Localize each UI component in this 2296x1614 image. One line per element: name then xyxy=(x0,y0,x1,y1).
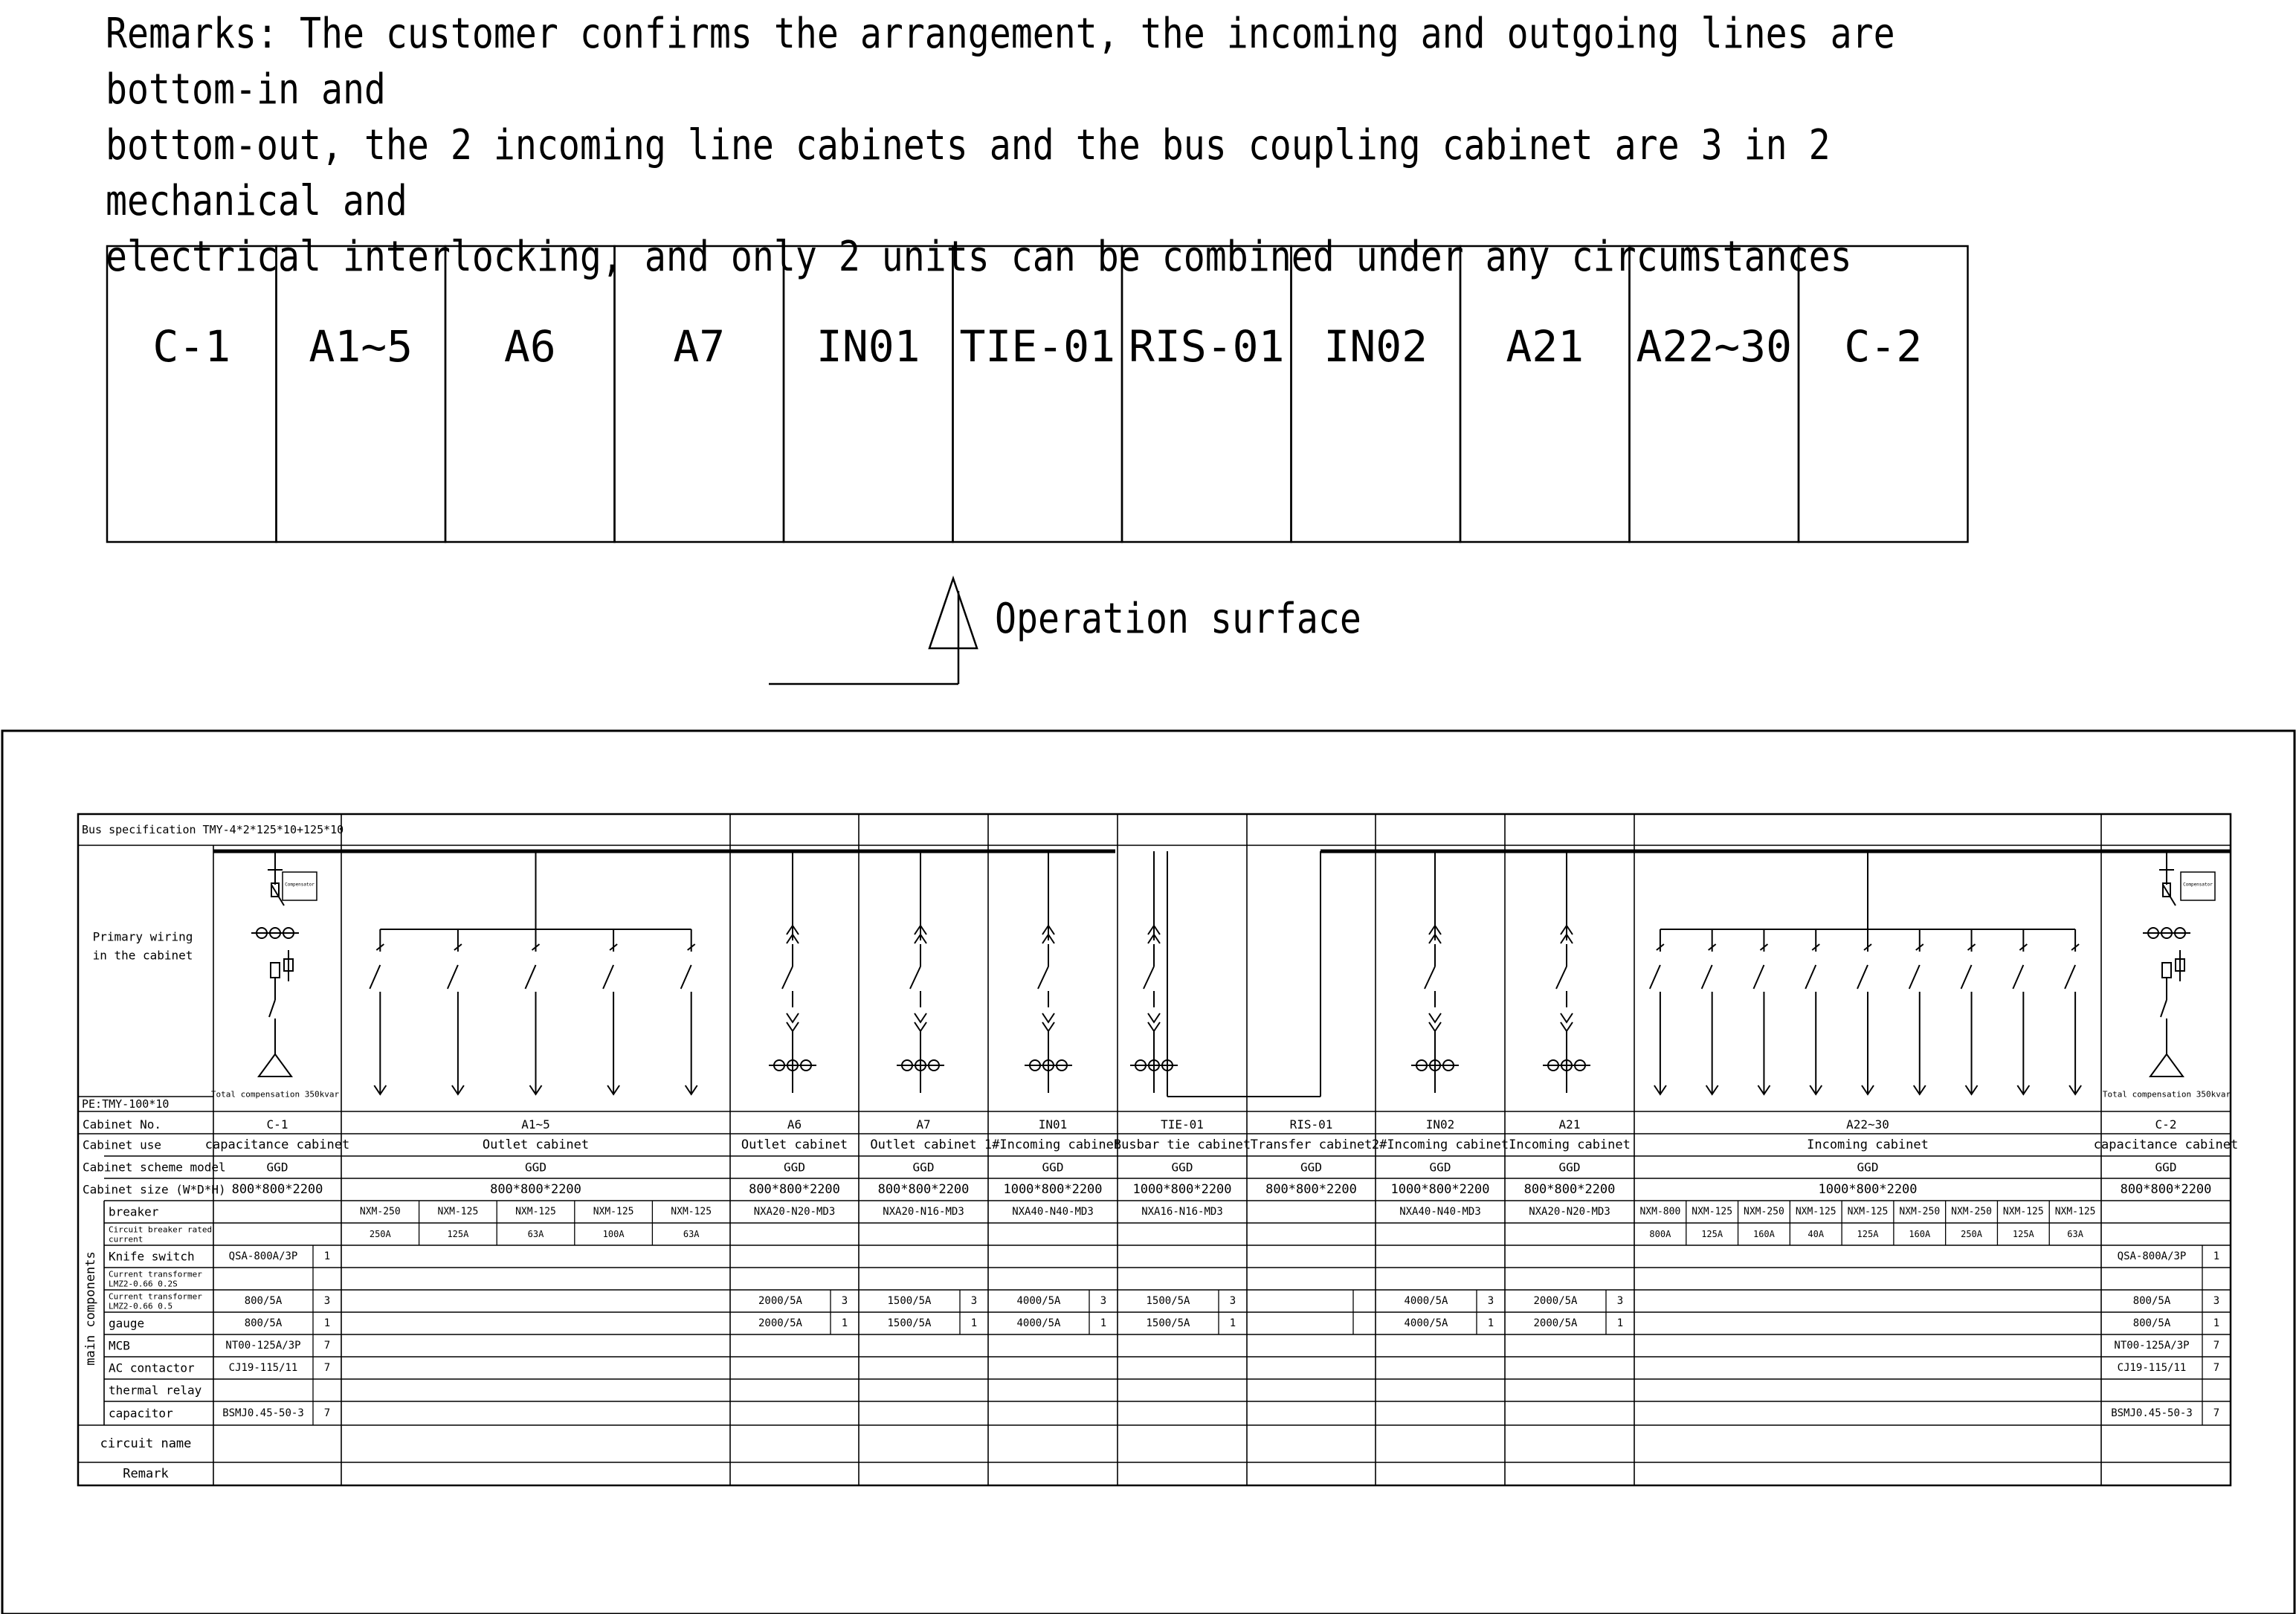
row-label: MCB xyxy=(109,1338,130,1353)
primary-wiring-label: Primary wiring xyxy=(92,929,193,944)
component-qty: 7 xyxy=(2213,1362,2220,1374)
component-qty: 7 xyxy=(323,1362,331,1374)
row-label: AC contactor xyxy=(109,1360,195,1375)
layout-box xyxy=(1122,246,1292,542)
cabinet-use: Busbar tie cabinet xyxy=(1113,1137,1251,1152)
layout-box xyxy=(615,246,784,542)
component-value: 4000/5A xyxy=(1404,1295,1448,1307)
component-qty: 7 xyxy=(323,1340,331,1352)
cabinet-no: A6 xyxy=(787,1117,802,1132)
component-value: 1500/5A xyxy=(1146,1317,1190,1329)
layout-box xyxy=(953,246,1123,542)
main-components-label: main components xyxy=(83,1251,98,1366)
row-label: Current transformer xyxy=(109,1291,202,1302)
breaker-model: NXA20-N20-MD3 xyxy=(753,1206,836,1218)
cabinet-model: GGD xyxy=(1429,1160,1451,1175)
cabinet-use: 2#Incoming cabinet xyxy=(1371,1137,1509,1152)
cabinet-size: 800*800*2200 xyxy=(490,1182,581,1197)
rated-current: 160A xyxy=(1752,1229,1775,1239)
breaker-model: NXM-125 xyxy=(671,1206,712,1218)
operation-surface-label: Operation surface xyxy=(995,595,1361,643)
remarks-text: Remarks: The customer confirms the arrangement, the incoming and outgoing lines are bottom-in and bottom-out, the 2 incoming line cabinets and the bus coupling cabinet are 3 in 2 mechanical and electrical interlocking, and only 2 units can be combined under any circumstances xyxy=(106,10,1895,281)
component-value: 2000/5A xyxy=(1533,1295,1578,1307)
cabinet-arrangement xyxy=(107,246,1968,542)
cabinet-model: GGD xyxy=(784,1160,805,1175)
layout-box xyxy=(107,246,277,542)
component-value: 2000/5A xyxy=(758,1295,803,1307)
component-qty: 3 xyxy=(1229,1295,1236,1307)
rated-current: 63A xyxy=(2067,1229,2083,1239)
component-qty: 3 xyxy=(1100,1295,1107,1307)
layout-box-label: C-2 xyxy=(1844,321,1923,372)
cabinet-use: capacitance cabinet xyxy=(2093,1137,2239,1152)
row-label: Cabinet scheme model xyxy=(83,1160,226,1175)
cabinet-no: IN02 xyxy=(1425,1117,1455,1132)
component-qty: 3 xyxy=(1487,1295,1494,1307)
component-value: 800/5A xyxy=(244,1295,283,1307)
breaker-model: NXA40-N40-MD3 xyxy=(1399,1206,1481,1218)
cabinet-size: 800*800*2200 xyxy=(749,1182,840,1197)
cabinet-size: 1000*800*2200 xyxy=(1818,1182,1918,1197)
cabinet-model: GGD xyxy=(1171,1160,1193,1175)
breaker-model: NXM-250 xyxy=(1899,1206,1941,1218)
compensation-label: Total compensation 350kvar xyxy=(210,1089,340,1100)
bus-spec-label: Bus specification TMY-4*2*125*10+125*10 xyxy=(82,823,344,836)
cabinet-size: 1000*800*2200 xyxy=(1132,1182,1232,1197)
rated-current: 125A xyxy=(447,1229,469,1239)
cabinet-no: A7 xyxy=(916,1117,931,1132)
cabinet-no: IN01 xyxy=(1038,1117,1068,1132)
row-label: circuit name xyxy=(100,1436,192,1451)
component-qty: 1 xyxy=(1616,1317,1624,1329)
breaker-model: NXA16-N16-MD3 xyxy=(1141,1206,1223,1218)
component-value: 1500/5A xyxy=(1146,1295,1190,1307)
component-qty: 3 xyxy=(323,1295,331,1307)
layout-box xyxy=(784,246,953,542)
component-qty: 3 xyxy=(841,1295,848,1307)
compensator-label: Compensator xyxy=(285,882,315,888)
row-label: Cabinet use xyxy=(83,1137,161,1152)
component-qty: 3 xyxy=(2213,1295,2220,1307)
breaker-model: NXA40-N40-MD3 xyxy=(1012,1206,1094,1218)
layout-box xyxy=(1460,246,1630,542)
cabinet-model: GGD xyxy=(1042,1160,1064,1175)
breaker-model: NXM-250 xyxy=(359,1206,401,1218)
cabinet-use: 1#Incoming cabinet xyxy=(984,1137,1122,1152)
primary-wiring-label: in the cabinet xyxy=(92,948,193,963)
component-qty: 1 xyxy=(1487,1317,1494,1329)
breaker-model: NXM-125 xyxy=(1847,1206,1889,1218)
layout-box-label: IN01 xyxy=(816,321,920,372)
cabinet-size: 800*800*2200 xyxy=(877,1182,970,1197)
cabinet-size: 800*800*2200 xyxy=(1265,1182,1357,1197)
component-qty: 1 xyxy=(2213,1250,2220,1262)
row-label: current xyxy=(109,1234,144,1245)
layout-box-label: C-1 xyxy=(152,321,231,372)
cabinet-use: Transfer cabinet xyxy=(1250,1137,1373,1152)
cabinet-no: A1~5 xyxy=(521,1117,550,1132)
compensation-label: Total compensation 350kvar xyxy=(2102,1089,2231,1100)
cabinet-model: GGD xyxy=(266,1160,288,1175)
component-value: CJ19-115/11 xyxy=(2117,1362,2187,1374)
cabinet-no: C-2 xyxy=(2155,1117,2177,1132)
row-label: Remark xyxy=(123,1466,169,1482)
breaker-model: NXM-250 xyxy=(1744,1206,1784,1218)
layout-box xyxy=(1799,246,1968,542)
component-value: 1500/5A xyxy=(887,1317,932,1329)
layout-box xyxy=(1292,246,1461,542)
component-value: 2000/5A xyxy=(758,1317,803,1329)
rated-current: 63A xyxy=(527,1229,544,1239)
cabinet-size: 1000*800*2200 xyxy=(1390,1182,1490,1197)
cabinet-model: GGD xyxy=(912,1160,935,1175)
row-label: LMZ2-0.66 0.2S xyxy=(109,1279,178,1289)
cabinet-no: A21 xyxy=(1558,1117,1581,1132)
component-value: BSMJ0.45-50-3 xyxy=(222,1407,304,1419)
breaker-model: NXM-125 xyxy=(1795,1206,1837,1218)
pe-label: PE:TMY-100*10 xyxy=(82,1097,170,1111)
cabinet-size: 800*800*2200 xyxy=(1523,1182,1616,1197)
cabinet-use: Outlet cabinet xyxy=(741,1137,848,1152)
breaker-model: NXM-125 xyxy=(437,1206,479,1218)
row-label: breaker xyxy=(109,1204,159,1219)
cabinet-use: capacitance cabinet xyxy=(204,1137,350,1152)
component-value: NT00-125A/3P xyxy=(225,1340,301,1352)
row-label: Current transformer xyxy=(109,1269,202,1279)
layout-box-label: TIE-01 xyxy=(959,321,1116,372)
cabinet-model: GGD xyxy=(1300,1160,1322,1175)
cabinet-model: GGD xyxy=(525,1160,546,1175)
component-value: BSMJ0.45-50-3 xyxy=(2111,1407,2193,1419)
row-label: LMZ2-0.66 0.5 xyxy=(109,1301,173,1311)
cabinet-use: Outlet cabinet xyxy=(482,1137,590,1152)
component-qty: 1 xyxy=(323,1317,331,1329)
cabinet-no: A22~30 xyxy=(1846,1117,1889,1132)
component-value: CJ19-115/11 xyxy=(228,1362,298,1374)
component-qty: 1 xyxy=(2213,1317,2220,1329)
cabinet-size: 1000*800*2200 xyxy=(1003,1182,1103,1197)
cabinet-size: 800*800*2200 xyxy=(2120,1182,2212,1197)
operation-surface-arrow xyxy=(769,578,977,684)
component-value: 4000/5A xyxy=(1016,1317,1061,1329)
component-qty: 1 xyxy=(1100,1317,1107,1329)
cabinet-no: TIE-01 xyxy=(1161,1117,1204,1132)
component-value: QSA-800A/3P xyxy=(2117,1250,2187,1262)
breaker-model: NXM-125 xyxy=(2054,1206,2096,1218)
component-value: 800/5A xyxy=(2132,1317,2171,1329)
component-qty: 3 xyxy=(1616,1295,1624,1307)
breaker-model: NXM-125 xyxy=(2002,1206,2044,1218)
layout-box-label: A22~30 xyxy=(1636,321,1793,372)
cabinet-use: Incoming cabinet xyxy=(1509,1137,1631,1152)
rated-current: 125A xyxy=(1701,1229,1723,1239)
component-qty: 1 xyxy=(970,1317,978,1329)
rated-current: 800A xyxy=(1649,1229,1671,1239)
row-label: Knife switch xyxy=(109,1249,195,1264)
cabinet-model: GGD xyxy=(2155,1160,2177,1175)
rated-current: 160A xyxy=(1909,1229,1931,1239)
row-label: Cabinet No. xyxy=(83,1117,161,1132)
component-qty: 1 xyxy=(323,1250,331,1262)
row-label: Cabinet size (W*D*H) xyxy=(83,1182,226,1197)
layout-box xyxy=(1630,246,1799,542)
layout-box-label: RIS-01 xyxy=(1128,321,1285,372)
cabinet-use: Outlet cabinet xyxy=(870,1137,977,1152)
cabinet-use: Incoming cabinet xyxy=(1807,1137,1929,1152)
component-value: QSA-800A/3P xyxy=(228,1250,298,1262)
rated-current: 125A xyxy=(2012,1229,2034,1239)
component-value: 800/5A xyxy=(244,1317,283,1329)
component-value: 4000/5A xyxy=(1016,1295,1061,1307)
compensator-label: Compensator xyxy=(2183,882,2213,888)
cabinet-model: GGD xyxy=(1558,1160,1581,1175)
cabinet-size: 800*800*2200 xyxy=(231,1182,323,1197)
component-value: 1500/5A xyxy=(887,1295,932,1307)
layout-box xyxy=(445,246,615,542)
component-value: 4000/5A xyxy=(1404,1317,1448,1329)
system-table xyxy=(78,814,2238,1485)
component-qty: 1 xyxy=(841,1317,848,1329)
component-qty: 3 xyxy=(970,1295,978,1307)
layout-box xyxy=(277,246,446,542)
component-value: 2000/5A xyxy=(1533,1317,1578,1329)
cabinet-model: GGD xyxy=(1857,1160,1879,1175)
breaker-model: NXA20-N20-MD3 xyxy=(1529,1206,1610,1218)
layout-box-label: A6 xyxy=(503,321,556,372)
component-qty: 1 xyxy=(1229,1317,1236,1329)
rated-current: 250A xyxy=(369,1229,391,1239)
component-qty: 7 xyxy=(2213,1407,2220,1419)
rated-current: 40A xyxy=(1808,1229,1825,1239)
layout-box-label: A1~5 xyxy=(309,321,413,372)
rated-current: 63A xyxy=(683,1229,700,1239)
rated-current: 250A xyxy=(1961,1229,1983,1239)
rated-current: 125A xyxy=(1857,1229,1879,1239)
breaker-model: NXM-125 xyxy=(515,1206,556,1218)
cabinet-no: RIS-01 xyxy=(1289,1117,1333,1132)
component-qty: 7 xyxy=(323,1407,331,1419)
row-label: gauge xyxy=(109,1316,145,1331)
component-qty: 7 xyxy=(2213,1340,2220,1352)
drawing-frame xyxy=(2,731,2295,1614)
component-value: 800/5A xyxy=(2132,1295,2171,1307)
layout-box-label: A21 xyxy=(1506,321,1584,372)
row-label: thermal relay xyxy=(109,1383,202,1398)
breaker-model: NXM-125 xyxy=(1692,1206,1733,1218)
breaker-model: NXA20-N16-MD3 xyxy=(883,1206,964,1218)
rated-current: 100A xyxy=(602,1229,625,1239)
cabinet-no: C-1 xyxy=(266,1117,288,1132)
layout-box-label: IN02 xyxy=(1323,321,1428,372)
breaker-model: NXM-250 xyxy=(1951,1206,1992,1218)
component-value: NT00-125A/3P xyxy=(2114,1340,2190,1352)
row-label: Circuit breaker rated xyxy=(109,1224,213,1235)
layout-box-label: A7 xyxy=(673,321,726,372)
row-label: capacitor xyxy=(109,1406,173,1421)
breaker-model: NXM-800 xyxy=(1639,1206,1681,1218)
breaker-model: NXM-125 xyxy=(593,1206,634,1218)
